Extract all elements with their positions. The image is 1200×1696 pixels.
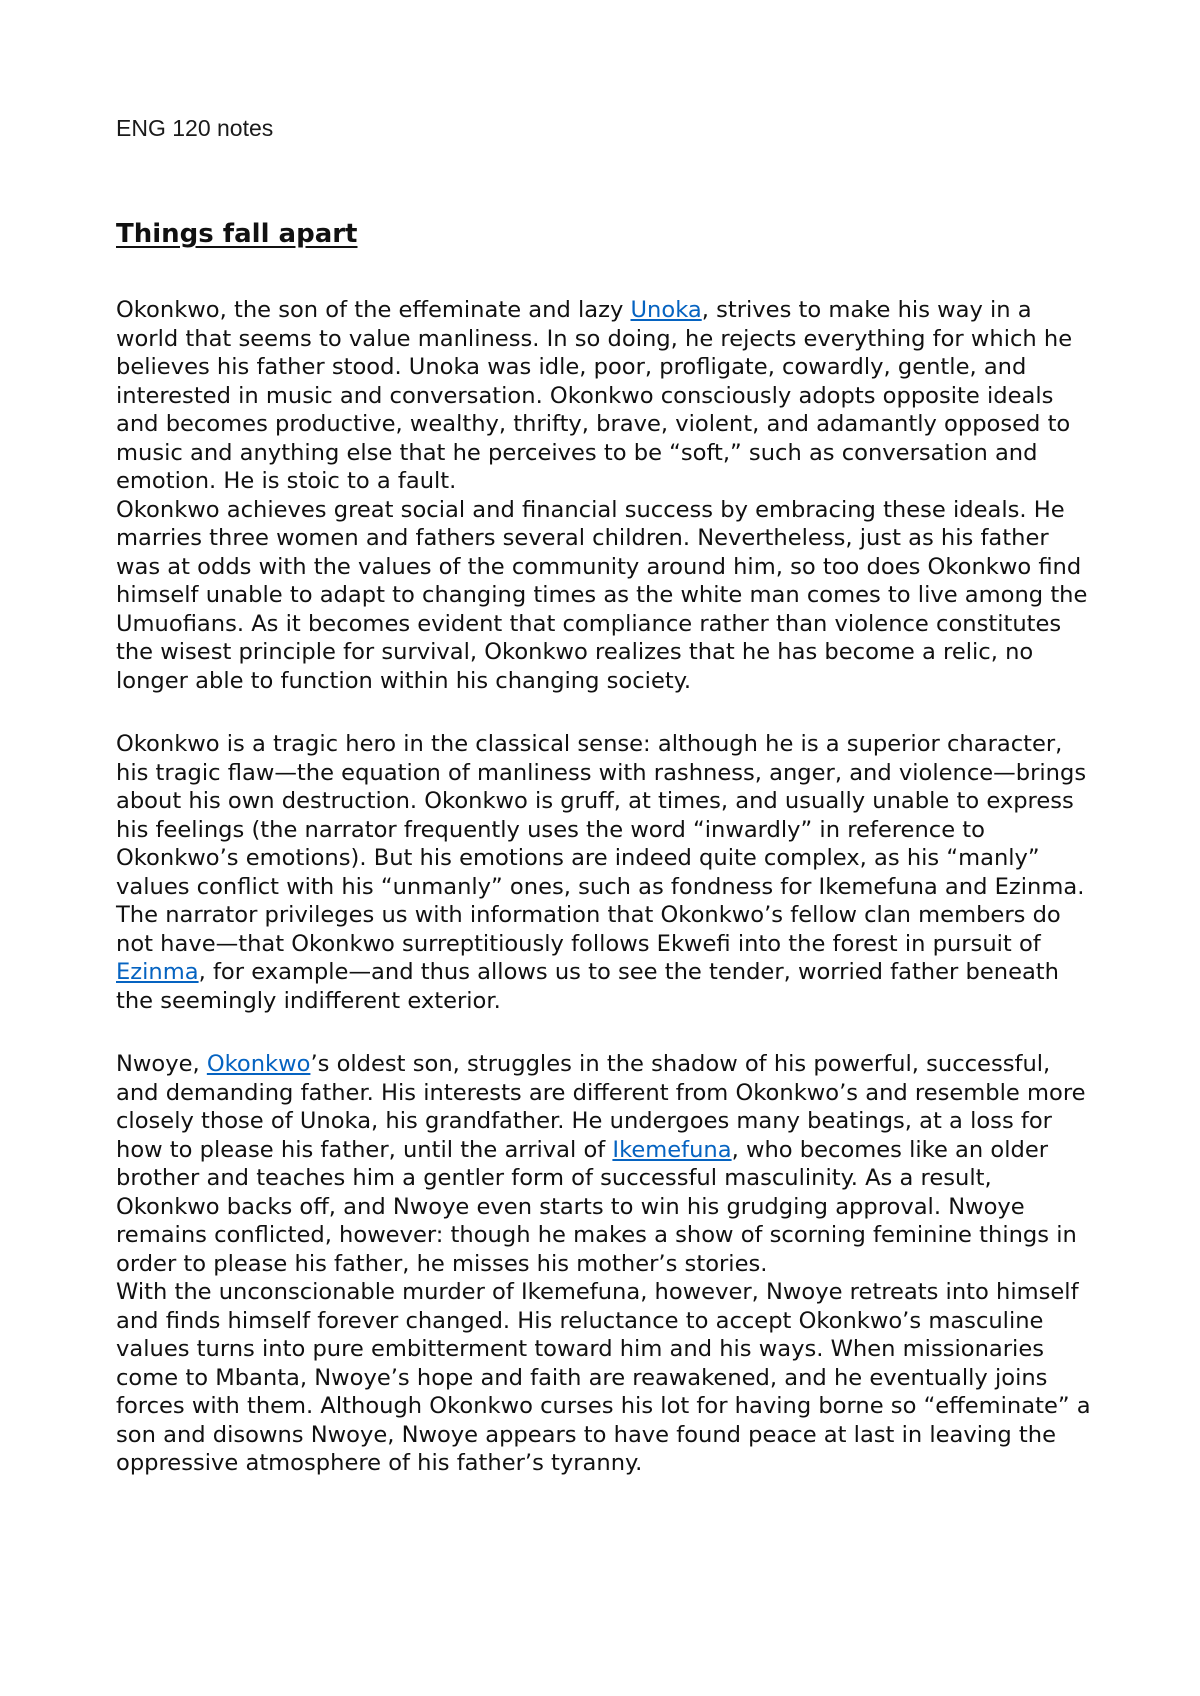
paragraph-text: Okonkwo, the son of the effeminate and lazy <box>116 297 631 323</box>
paragraph-text: , who becomes like an older brother and teaches him a gentler form of successful masculinity. As a result, Okonkwo backs off, and Nwoye even starts to win his grudging approval. Nwoye remains conflicted, however: though he makes a show of scorning feminine things in order to please his father, he misses his mother’s stories. <box>116 1136 1077 1277</box>
paragraph-tragic-hero <box>116 730 1096 1015</box>
course-note-heading: ENG 120 notes <box>116 115 274 141</box>
paragraph-text: Okonkwo is a tragic hero in the classical sense: although he is a superior character, his tragic flaw—the equation of manliness with rashness, anger, and violence—brings about his own destruction. Okonkwo is gruff, at times, and usually unable to express his feelings (the narrator frequently uses the word “inwardly” in reference to Okonkwo’s emotions). But his emotions are indeed quite complex, as his “manly” values conflict with his “unmanly” ones, such as fondness for Ikemefuna and Ezinma. The narrator privileges us with information that Okonkwo’s fellow clan members do not have—that Okonkwo surreptitiously follows Ekwefi into the forest in pursuit of <box>116 731 1087 957</box>
paragraph-gap <box>116 695 1096 730</box>
paragraph-nwoye-changed: With the unconscionable murder of Ikemefuna, however, Nwoye retreats into himself and finds himself forever changed. His reluctance to accept Okonkwo’s masculine values turns into pure embitterment toward him and his ways. When missionaries come to Mbanta, Nwoye’s hope and faith are reawakened, and he eventually joins forces with them. Although Okonkwo curses his lot for having borne so “effeminate” a son and disowns Nwoye, Nwoye appears to have found peace at last in leaving the oppressive atmosphere of his father’s tyranny. <box>116 1279 1091 1476</box>
paragraph-okonkwo-success: Okonkwo achieves great social and financial success by embracing these ideals. He marries three women and fathers several children. Nevertheless, just as his father was at odds with the values of the community around him, so too does Okonkwo find himself unable to adapt to changing times as the white man comes to live among the Umuofians. As it becomes evident that compliance rather than violence constitutes the wisest principle for survival, Okonkwo realizes that he has become a relic, no longer able to function within his changing society. <box>116 496 1088 694</box>
paragraph-nwoye <box>116 1050 1096 1278</box>
paragraph-okonkwo-intro <box>116 296 1096 496</box>
paragraph-text: , for example—and thus allows us to see the tender, worried father beneath the seemingly indifferent exterior. <box>116 959 1059 1014</box>
paragraph-text: , strives to make his way in a world that seems to value manliness. In so doing, he rejects everything for which he believes his father stood. Unoka was idle, poor, profligate, cowardly, gentle, and interested in music and conversation. Okonkwo consciously adopts opposite ideals and becomes productive, wealthy, thrifty, brave, violent, and adamantly opposed to music and anything else that he perceives to be “soft,” such as conversation and emotion. He is stoic to a fault. <box>116 297 1073 494</box>
document-body <box>116 296 1096 1478</box>
link-ikemefuna[interactable]: Ikemefuna <box>612 1136 732 1163</box>
link-okonkwo[interactable]: Okonkwo <box>206 1051 311 1077</box>
document-title: Things fall apart <box>116 219 358 249</box>
paragraph-gap <box>116 1015 1096 1050</box>
paragraph-text: ’s oldest son, struggles in the shadow of his powerful, successful, and demanding father. His interests are different from Okonkwo’s and resemble more closely those of Unoka, his grandfather. He undergoes many beatings, at a loss for how to please his father, until the arrival of <box>116 1051 1086 1163</box>
link-ezinma[interactable]: Ezinma <box>116 959 199 985</box>
link-unoka[interactable]: Unoka <box>630 297 702 323</box>
paragraph-text: Nwoye, <box>116 1051 207 1077</box>
